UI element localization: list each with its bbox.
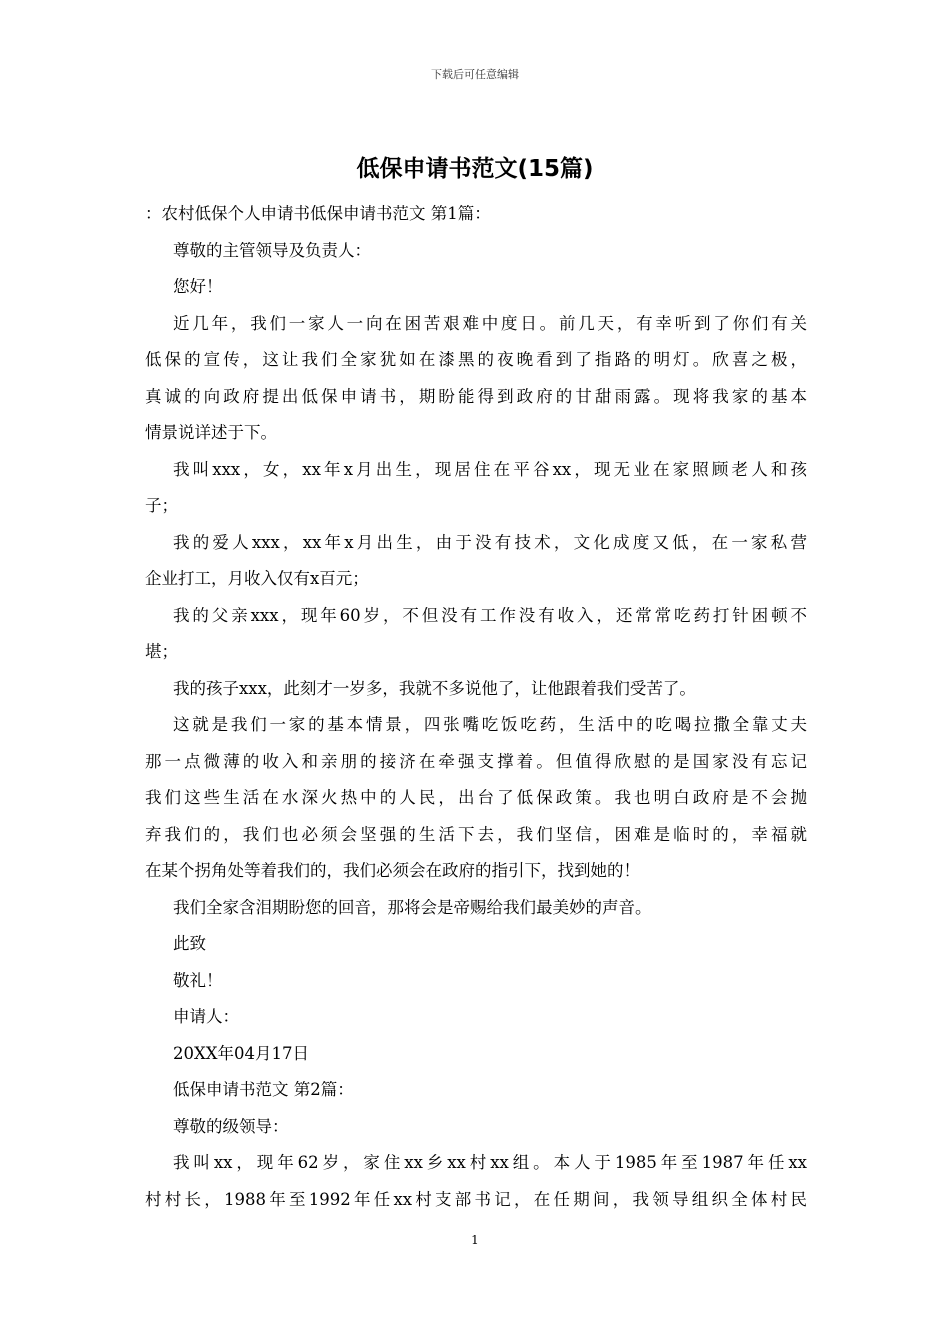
document-title: 低保申请书范文(15篇) <box>356 156 594 182</box>
body-line: 尊敬的级领导： <box>173 1116 289 1136</box>
body-line: 真诚的向政府提出低保申请书，期盼能得到政府的甘甜雨露。现将我家的基本 <box>145 386 807 406</box>
body-line: 尊敬的主管领导及负责人： <box>173 240 371 260</box>
body-line: 情景说详述于下。 <box>145 423 277 442</box>
body-line: 我的孩子xxx，此刻才一岁多，我就不多说他了，让他跟着我们受苦了。 <box>173 678 696 698</box>
body-line: 这就是我们一家的基本情景，四张嘴吃饭吃药，生活中的吃喝拉撒全靠丈夫 <box>173 715 807 734</box>
body-line: 低保申请书范文 第2篇： <box>173 1080 354 1099</box>
document-body <box>145 196 807 1218</box>
body-line: 20XX年04月17日 <box>173 1043 309 1063</box>
header-note: 下载后可任意编辑 <box>431 68 519 81</box>
body-line: 我叫xxx，女，xx年x月出生，现居住在平谷xx，现无业在家照顾老人和孩 <box>173 459 807 479</box>
body-line: 我们全家含泪期盼您的回音，那将会是帝赐给我们最美妙的声音。 <box>173 897 652 917</box>
body-line: 您好！ <box>173 277 223 296</box>
body-line: 低保的宣传，这让我们全家犹如在漆黑的夜晚看到了指路的明灯。欣喜之极， <box>145 350 807 369</box>
body-line: 子； <box>145 496 178 515</box>
body-line: 我的父亲xxx，现年60岁，不但没有工作没有收入，还常常吃药打针困顿不 <box>173 605 807 625</box>
body-line: 企业打工，月收入仅有x百元； <box>145 569 369 588</box>
body-line: 我们这些生活在水深火热中的人民，出台了低保政策。我也明白政府是不会抛 <box>145 788 807 807</box>
body-line: 在某个拐角处等着我们的，我们必须会在政府的指引下，找到她的！ <box>145 861 640 880</box>
body-line: 那一点微薄的收入和亲朋的接济在牵强支撑着。但值得欣慰的是国家没有忘记 <box>145 751 807 771</box>
body-line: ：农村低保个人申请书低保申请书范文 第1篇： <box>145 204 491 223</box>
body-line: 我叫xx，现年62岁，家住xx乡xx村xx组。本人于1985年至1987年任xx <box>173 1153 807 1172</box>
body-line: 我的爱人xxx，xx年x月出生，由于没有技术，文化成度又低，在一家私营 <box>173 532 807 552</box>
body-line: 村村长，1988年至1992年任xx村支部书记，在任期间，我领导组织全体村民 <box>145 1189 807 1209</box>
body-line: 近几年，我们一家人一向在困苦艰难中度日。前几天，有幸听到了你们有关 <box>173 313 807 333</box>
body-line: 弃我们的，我们也必须会坚强的生活下去，我们坚信，困难是临时的，幸福就 <box>145 824 807 844</box>
body-line: 堪； <box>145 642 178 661</box>
body-line: 敬礼！ <box>173 970 223 990</box>
body-line: 此致 <box>173 934 206 953</box>
body-line: 申请人： <box>173 1007 239 1026</box>
page-number: 1 <box>471 1233 479 1247</box>
